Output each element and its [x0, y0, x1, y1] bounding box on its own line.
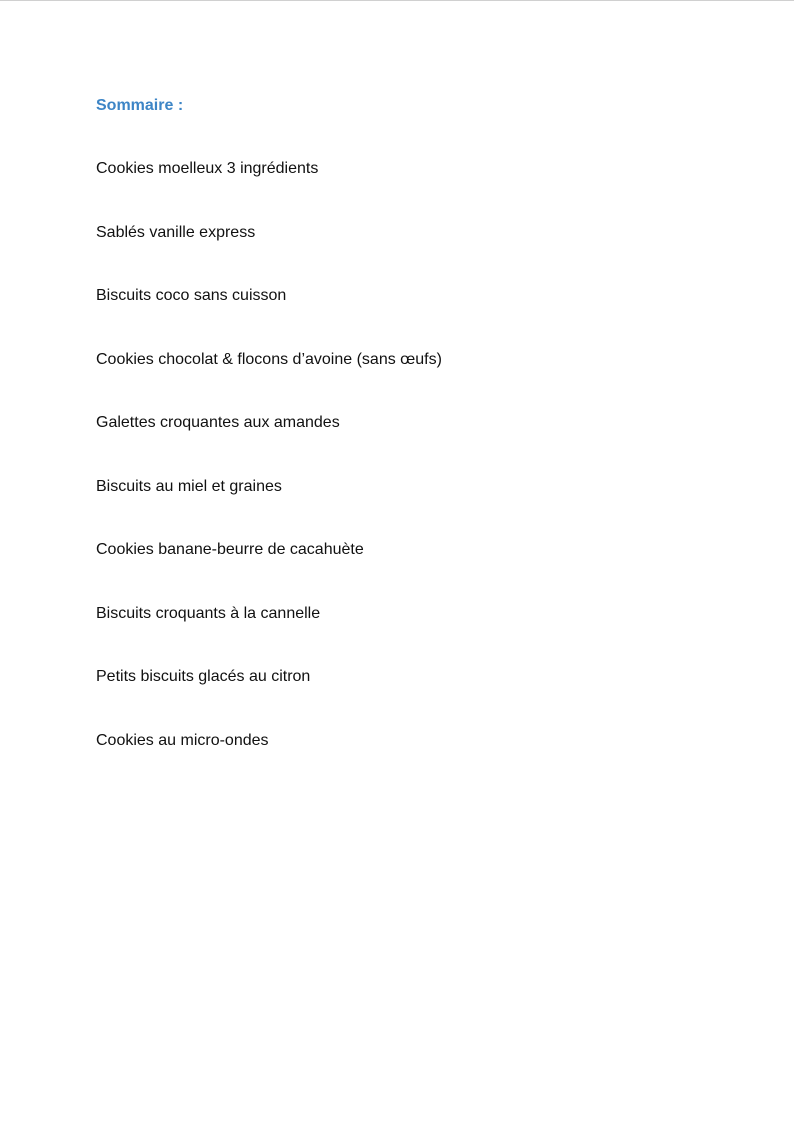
toc-item[interactable]: Sablés vanille express [96, 223, 256, 241]
toc-item[interactable]: Biscuits croquants à la cannelle [96, 604, 321, 622]
toc-item[interactable]: Petits biscuits glacés au citron [96, 668, 311, 685]
toc-item[interactable]: Cookies moelleux 3 ingrédients [96, 160, 319, 177]
toc-item[interactable]: Cookies chocolat & flocons d’avoine (sans œufs) [96, 350, 442, 368]
page-top-border [0, 0, 794, 1]
table-of-contents-heading: Sommaire : [96, 97, 184, 114]
toc-item[interactable]: Cookies banane-beurre de cacahuète [96, 541, 364, 558]
toc-item[interactable]: Galettes croquantes aux amandes [96, 414, 340, 431]
table-of-contents-list [96, 158, 442, 793]
toc-item[interactable]: Cookies au micro-ondes [96, 731, 269, 749]
toc-item[interactable]: Biscuits au miel et graines [96, 477, 282, 495]
toc-item[interactable]: Biscuits coco sans cuisson [96, 287, 287, 304]
document-page [96, 95, 696, 749]
